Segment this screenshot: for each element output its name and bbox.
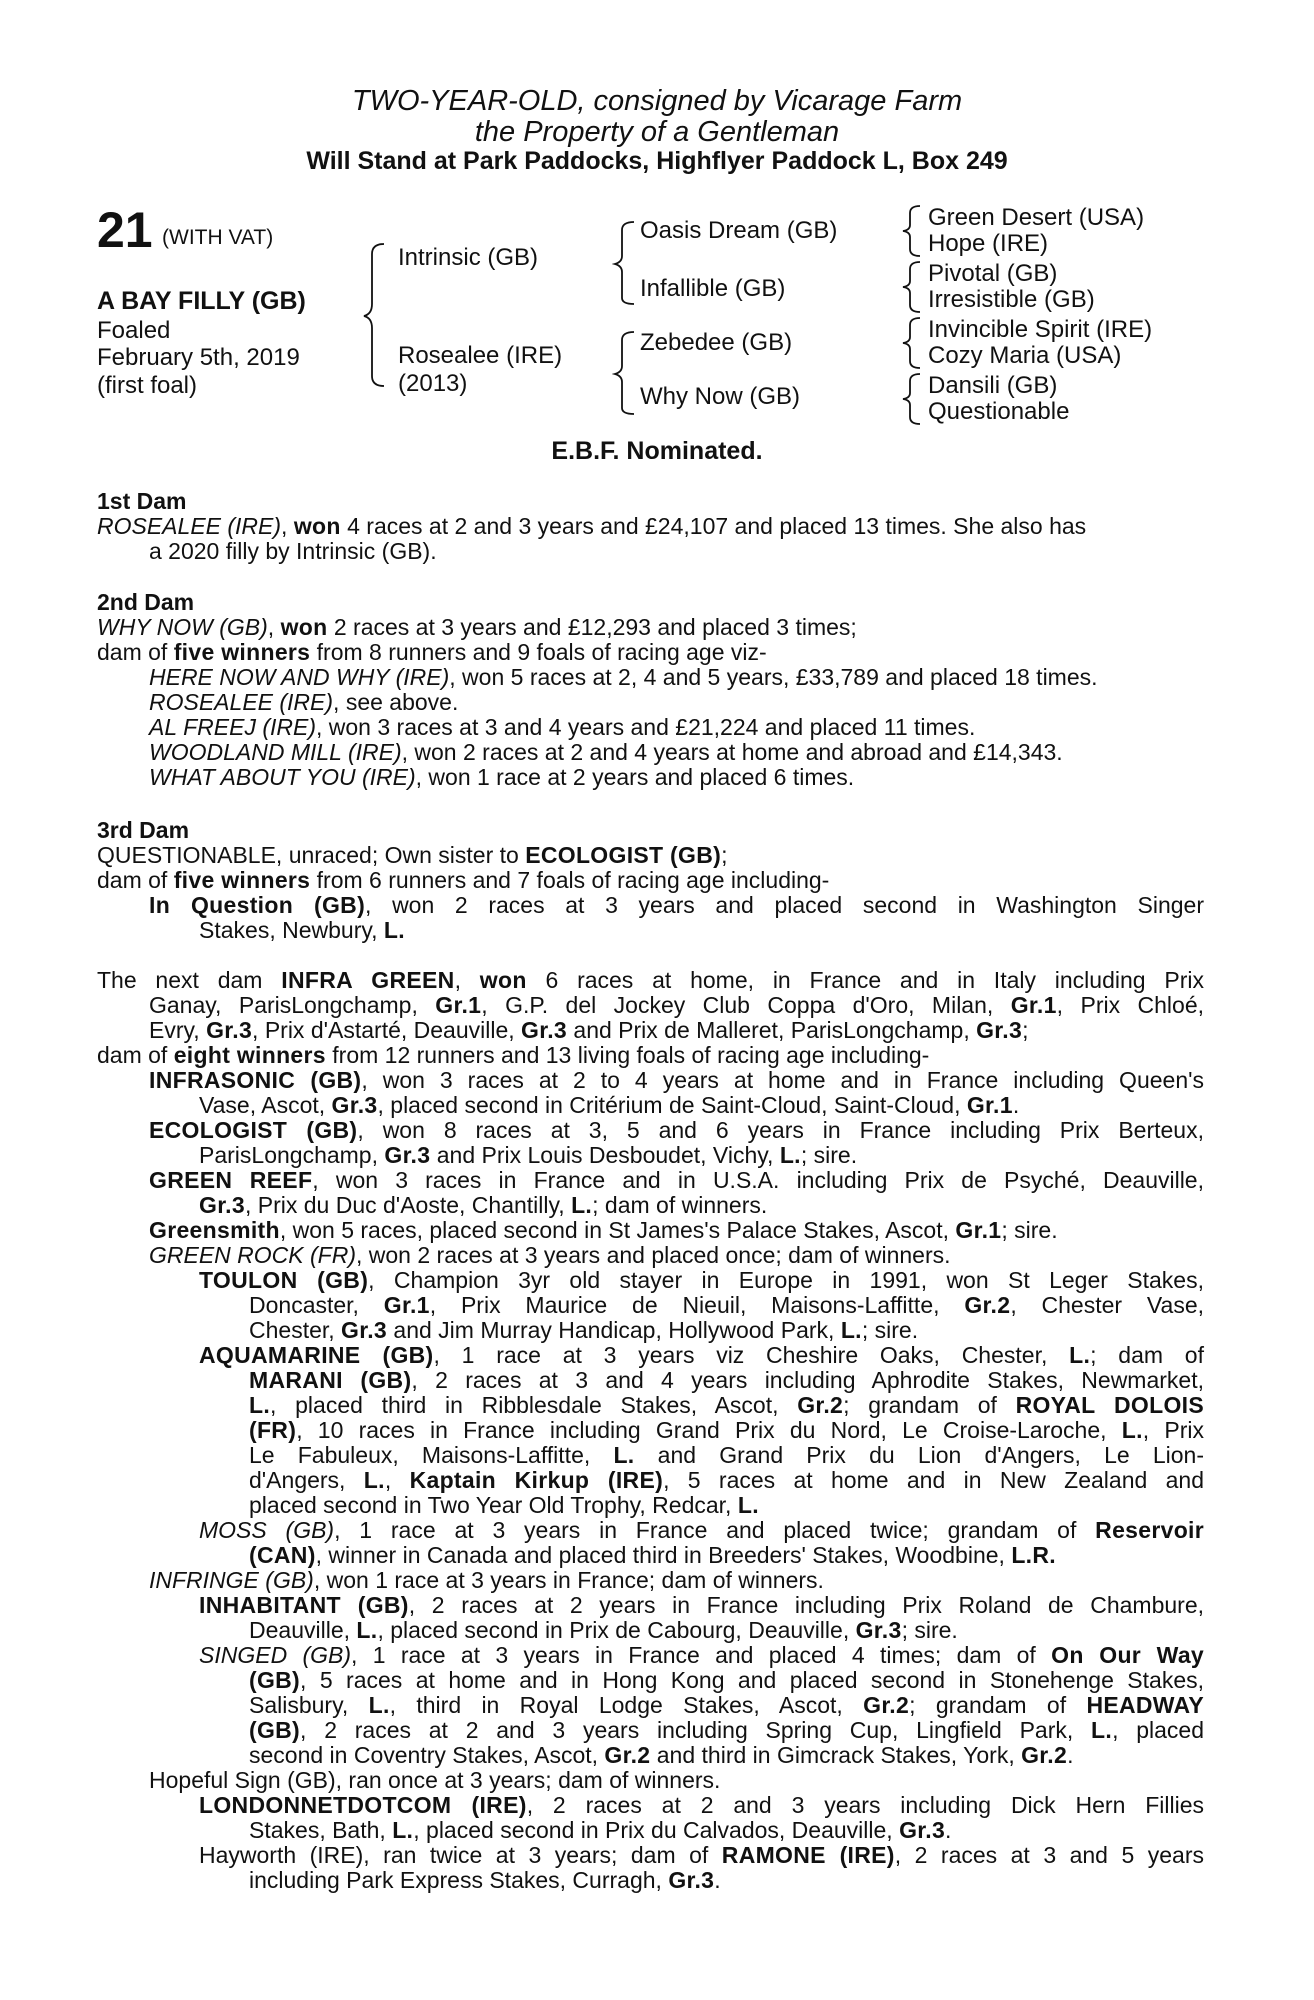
ebf-nomination: E.B.F. Nominated.: [551, 437, 763, 465]
foaled-date: February 5th, 2019: [97, 344, 300, 371]
consignor-line: TWO-YEAR-OLD, consigned by Vicarage Farm: [351, 85, 963, 117]
sire-dam-name: Infallible (GB): [640, 275, 786, 302]
pedigree-brace-g1: [900, 203, 926, 259]
progeny-line-cont: Le Fabuleux, Maisons-Laffitte, L. and Grand Prix du Lion d'Angers, Le Lion-: [249, 1442, 1204, 1468]
progeny-line: GREEN REEF, won 3 races in France and in U.S.A. including Prix de Psyché, Deauville,: [149, 1167, 1204, 1193]
second-dam-produce-line: dam of five winners from 8 runners and 9 foals of racing age viz-: [97, 639, 767, 665]
progeny-line-cont: L., placed third in Ribblesdale Stakes, Ascot, Gr.2; grandam of ROYAL DOLOIS: [249, 1392, 1204, 1418]
granddam-4: Questionable: [928, 398, 1070, 425]
progeny-line: ROSEALEE (IRE), see above.: [149, 689, 459, 715]
progeny-line-cont: including Park Express Stakes, Curragh, Gr.3.: [249, 1867, 721, 1893]
next-dam-line: The next dam INFRA GREEN, won 6 races at home, in France and in Italy including Prix: [97, 967, 1204, 993]
progeny-line: WHAT ABOUT YOU (IRE), won 1 race at 2 years and placed 6 times.: [149, 764, 855, 790]
property-line: the Property of a Gentleman: [474, 116, 840, 148]
pedigree-brace-g3: [900, 315, 926, 371]
progeny-line: Hopeful Sign (GB), ran once at 3 years; dam of winners.: [149, 1767, 721, 1793]
progeny-line: ECOLOGIST (GB), won 8 races at 3, 5 and 6 years in France including Prix Berteux,: [149, 1117, 1204, 1143]
progeny-line-cont: (GB), 2 races at 2 and 3 years including Spring Cup, Lingfield Park, L., placed: [249, 1717, 1204, 1743]
progeny-line-cont: second in Coventry Stakes, Ascot, Gr.2 and third in Gimcrack Stakes, York, Gr.2.: [249, 1742, 1074, 1768]
dam-dam-name: Why Now (GB): [640, 383, 801, 410]
grandsire-3: Invincible Spirit (IRE): [928, 316, 1153, 343]
progeny-line: INHABITANT (GB), 2 races at 2 years in France including Prix Roland de Chambure,: [199, 1592, 1204, 1618]
progeny-line: GREEN ROCK (FR), won 2 races at 3 years and placed once; dam of winners.: [149, 1242, 951, 1268]
progeny-line: AL FREEJ (IRE), won 3 races at 3 and 4 years and £21,224 and placed 11 times.: [149, 714, 976, 740]
dam-sire-name: Zebedee (GB): [640, 329, 793, 356]
pedigree-brace-dam: [612, 328, 642, 418]
granddam-3: Cozy Maria (USA): [928, 342, 1122, 369]
next-dam-line-cont: Evry, Gr.3, Prix d'Astarté, Deauville, Gr.3 and Prix de Malleret, ParisLongchamp, Gr.3;: [149, 1017, 1029, 1043]
stabling-line: Will Stand at Park Paddocks, Highflyer Paddock L, Box 249: [306, 147, 1008, 175]
third-dam-produce-line: dam of five winners from 6 runners and 7 foals of racing age including-: [97, 867, 830, 893]
lot-number: 21: [97, 202, 153, 258]
progeny-line-cont: Doncaster, Gr.1, Prix Maurice de Nieuil, Maisons-Laffitte, Gr.2, Chester Vase,: [249, 1292, 1204, 1318]
progeny-line: INFRINGE (GB), won 1 race at 3 years in France; dam of winners.: [149, 1567, 824, 1593]
progeny-line-cont: Gr.3, Prix du Duc d'Aoste, Chantilly, L.; dam of winners.: [199, 1192, 768, 1218]
vat-note: (WITH VAT): [162, 226, 274, 249]
progeny-line: LONDONNETDOTCOM (IRE), 2 races at 2 and 3 years including Dick Hern Fillies: [199, 1792, 1204, 1818]
granddam-1: Hope (IRE): [928, 230, 1049, 257]
sire-name: Intrinsic (GB): [398, 244, 539, 271]
progeny-line-cont: MARANI (GB), 2 races at 3 and 4 years including Aphrodite Stakes, Newmarket,: [249, 1367, 1204, 1393]
progeny-line-cont: Salisbury, L., third in Royal Lodge Stakes, Ascot, Gr.2; grandam of HEADWAY: [249, 1692, 1204, 1718]
progeny-line-cont: Vase, Ascot, Gr.3, placed second in Critérium de Saint-Cloud, Saint-Cloud, Gr.1.: [199, 1092, 1020, 1118]
grandsire-1: Green Desert (USA): [928, 204, 1145, 231]
first-dam-line: ROSEALEE (IRE), won 4 races at 2 and 3 years and £24,107 and placed 13 times. She also has: [97, 513, 1087, 539]
first-dam-name: ROSEALEE (IRE): [97, 513, 282, 539]
third-dam-heading: 3rd Dam: [97, 817, 190, 843]
progeny-line-cont: d'Angers, L., Kaptain Kirkup (IRE), 5 races at home and in New Zealand and: [249, 1467, 1204, 1493]
progeny-line: Hayworth (IRE), ran twice at 3 years; dam of RAMONE (IRE), 2 races at 3 and 5 years: [199, 1842, 1204, 1868]
progeny-line: In Question (GB), won 2 races at 3 years and placed second in Washington Singer: [149, 892, 1204, 918]
progeny-line: INFRASONIC (GB), won 3 races at 2 to 4 years at home and in France including Queen's: [149, 1067, 1204, 1093]
second-dam-heading: 2nd Dam: [97, 589, 195, 615]
progeny-line: HERE NOW AND WHY (IRE), won 5 races at 2, 4 and 5 years, £33,789 and placed 18 times.: [149, 664, 1098, 690]
granddam-2: Irresistible (GB): [928, 286, 1095, 313]
dam-year: (2013): [398, 370, 468, 397]
sire-sire-name: Oasis Dream (GB): [640, 217, 838, 244]
pedigree-brace-g4: [900, 371, 926, 427]
progeny-line: TOULON (GB), Champion 3yr old stayer in Europe in 1991, won St Leger Stakes,: [199, 1267, 1204, 1293]
third-dam-line: QUESTIONABLE, unraced; Own sister to ECOLOGIST (GB);: [97, 842, 728, 868]
progeny-line-cont: (FR), 10 races in France including Grand Prix du Nord, Le Croise-Laroche, L., Prix: [249, 1417, 1204, 1443]
next-dam-produce-line: dam of eight winners from 12 runners and 13 living foals of racing age including-: [97, 1042, 930, 1068]
pedigree-brace-main: [362, 240, 392, 390]
progeny-line-cont: Stakes, Newbury, L.: [199, 917, 405, 943]
foal-note: (first foal): [97, 372, 198, 399]
progeny-line-cont: Deauville, L., placed second in Prix de Cabourg, Deauville, Gr.3; sire.: [249, 1617, 958, 1643]
progeny-line-cont: (GB), 5 races at home and in Hong Kong and placed second in Stonehenge Stakes,: [249, 1667, 1204, 1693]
progeny-line: MOSS (GB), 1 race at 3 years in France and placed twice; grandam of Reservoir: [199, 1517, 1204, 1543]
grandsire-2: Pivotal (GB): [928, 260, 1058, 287]
second-dam-line: WHY NOW (GB), won 2 races at 3 years and £12,293 and placed 3 times;: [97, 614, 857, 640]
progeny-line-cont: (CAN), winner in Canada and placed third in Breeders' Stakes, Woodbine, L.R.: [249, 1542, 1056, 1568]
progeny-line: SINGED (GB), 1 race at 3 years in France and placed 4 times; dam of On Our Way: [199, 1642, 1204, 1668]
progeny-line-cont: Chester, Gr.3 and Jim Murray Handicap, Hollywood Park, L.; sire.: [249, 1317, 919, 1343]
second-dam-name: WHY NOW (GB): [97, 614, 268, 640]
grandsire-4: Dansili (GB): [928, 372, 1058, 399]
horse-description: A BAY FILLY (GB): [97, 287, 306, 315]
progeny-line-cont: ParisLongchamp, Gr.3 and Prix Louis Desboudet, Vichy, L.; sire.: [199, 1142, 858, 1168]
pedigree-brace-sire: [612, 218, 642, 308]
foaled-label: Foaled: [97, 317, 171, 344]
next-dam-line-cont: Ganay, ParisLongchamp, Gr.1, G.P. del Jockey Club Coppa d'Oro, Milan, Gr.1, Prix Chloé,: [149, 992, 1204, 1018]
first-dam-line-2: a 2020 filly by Intrinsic (GB).: [149, 538, 437, 564]
dam-name: Rosealee (IRE): [398, 342, 563, 369]
progeny-line-cont: placed second in Two Year Old Trophy, Redcar, L.: [249, 1492, 759, 1518]
progeny-line-cont: Stakes, Bath, L., placed second in Prix du Calvados, Deauville, Gr.3.: [249, 1817, 952, 1843]
progeny-line: Greensmith, won 5 races, placed second in St James's Palace Stakes, Ascot, Gr.1; sire.: [149, 1217, 1058, 1243]
progeny-line: WOODLAND MILL (IRE), won 2 races at 2 and 4 years at home and abroad and £14,343.: [149, 739, 1063, 765]
progeny-line: AQUAMARINE (GB), 1 race at 3 years viz Cheshire Oaks, Chester, L.; dam of: [199, 1342, 1204, 1368]
first-dam-heading: 1st Dam: [97, 488, 187, 514]
pedigree-brace-g2: [900, 259, 926, 315]
